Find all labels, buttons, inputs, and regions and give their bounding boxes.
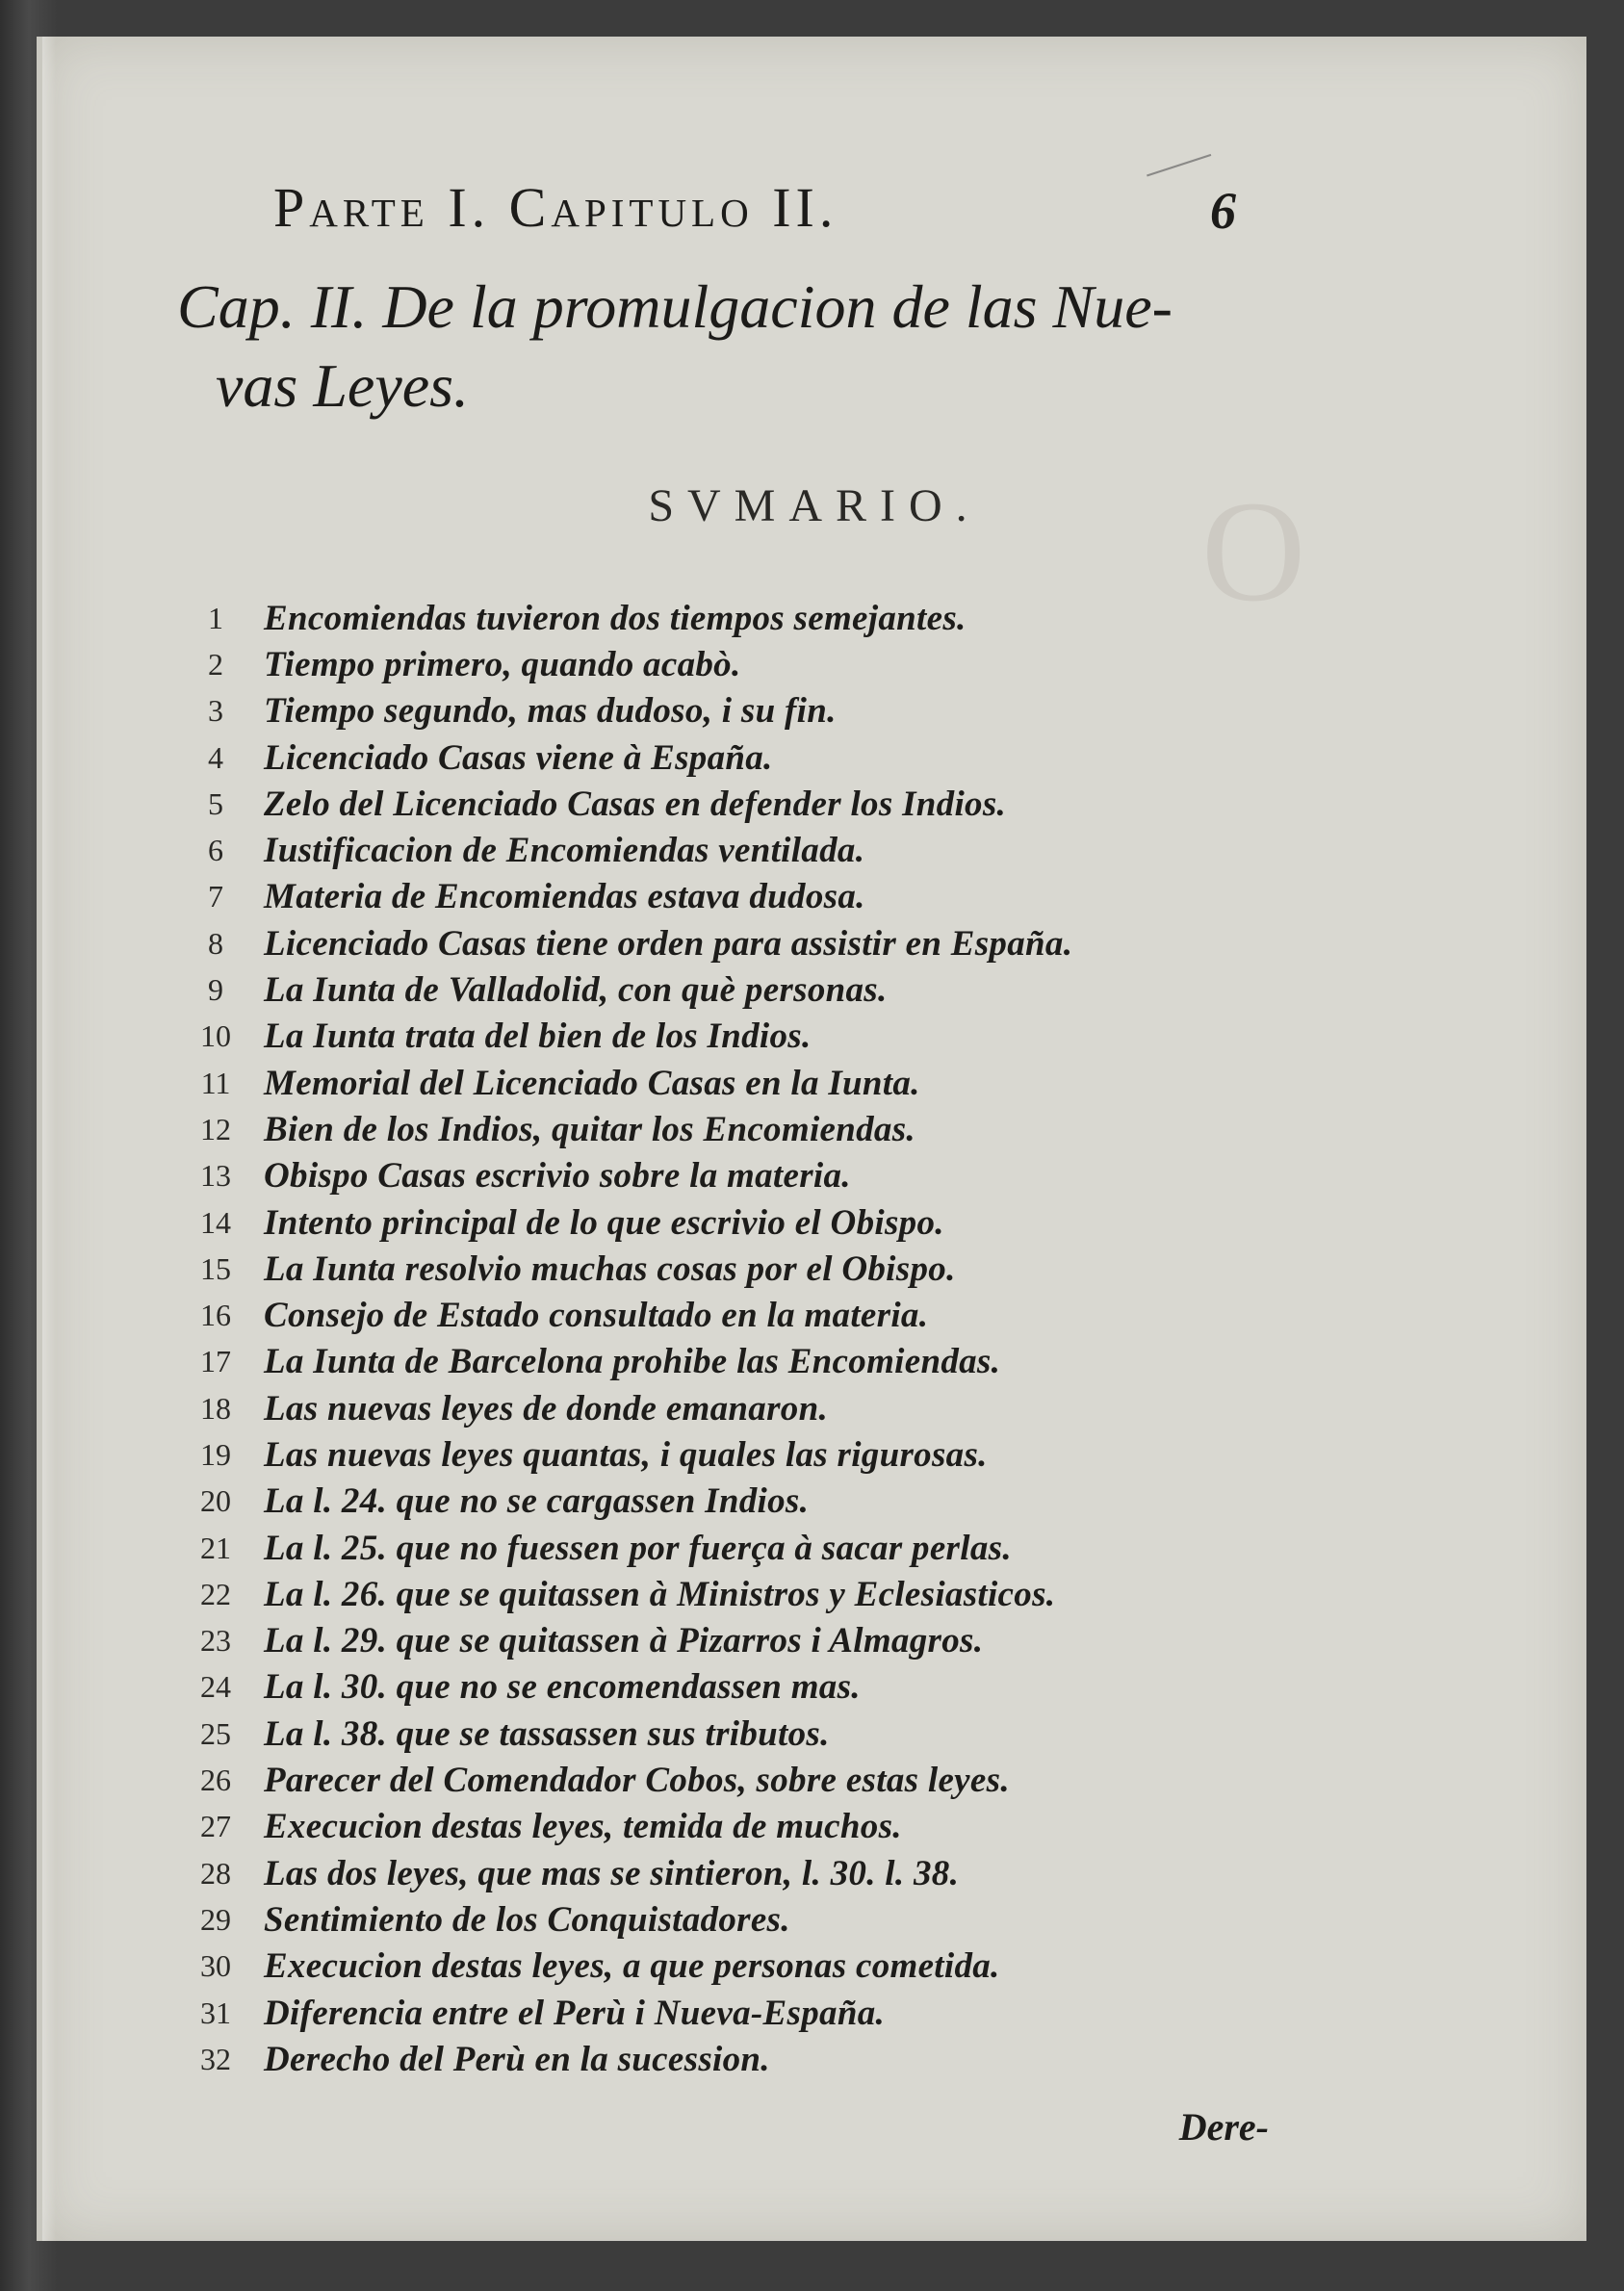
summary-item-number: 3 [208, 693, 223, 729]
summary-item [168, 1850, 1284, 1896]
summary-item [168, 1246, 1284, 1292]
summary-item [168, 1804, 1284, 1850]
summary-list [168, 595, 1284, 2083]
summary-item-number: 16 [200, 1298, 231, 1333]
summary-item [168, 1479, 1284, 1525]
running-title: Parte I. Capitulo II. [273, 176, 838, 239]
summary-item-number: 21 [200, 1530, 231, 1565]
summary-item-number: 22 [200, 1576, 231, 1611]
summary-item-number: 29 [200, 1901, 231, 1937]
summary-item-text: La l. 38. que se tassassen sus tributos. [264, 1713, 830, 1754]
summary-item-text: La Iunta resolvio muchas cosas por el Obispo. [264, 1248, 956, 1289]
summary-item-number: 14 [200, 1204, 231, 1240]
summary-item [168, 1431, 1284, 1478]
summary-item-text: Sentimiento de los Conquistadores. [264, 1899, 790, 1940]
summary-item [168, 1990, 1284, 2036]
summary-item-number: 18 [200, 1390, 231, 1426]
summary-item [168, 2036, 1284, 2082]
summary-item-text: Las nuevas leyes quantas, i quales las rigurosas. [264, 1434, 988, 1475]
summary-item-text: Las dos leyes, que mas se sintieron, l. 30. l. 38. [264, 1853, 960, 1893]
summary-item [168, 781, 1284, 827]
summary-item-number: 4 [208, 739, 223, 775]
summary-item [168, 1339, 1284, 1385]
chapter-heading-line-1: Cap. II. De la promulgacion de las Nue- [177, 272, 1173, 341]
summary-item-number: 11 [200, 1065, 231, 1100]
summary-item-text: Memorial del Licenciado Casas en la Iunta. [264, 1063, 920, 1103]
summary-item [168, 1060, 1284, 1106]
summary-item-number: 28 [200, 1855, 231, 1891]
summary-item [168, 1385, 1284, 1431]
chapter-heading-line-2: vas Leyes. [216, 351, 470, 420]
summary-item [168, 1106, 1284, 1152]
summary-item-text: Diferencia entre el Perù i Nueva-España. [264, 1993, 886, 2033]
summary-item-number: 9 [208, 972, 223, 1008]
summary-item-text: Parecer del Comendador Cobos, sobre estas leyes. [264, 1761, 1010, 1801]
summary-item [168, 1664, 1284, 1711]
chapter-heading [177, 268, 1294, 425]
summary-item [168, 1757, 1284, 1803]
summary-item [168, 966, 1284, 1013]
summary-item-text: La l. 29. que se quitassen à Pizarros i Almagros. [264, 1621, 984, 1661]
summary-item [168, 874, 1284, 920]
summary-item-number: 24 [200, 1669, 231, 1705]
summary-item [168, 734, 1284, 781]
summary-item-text: Execucion destas leyes, a que personas cometida. [264, 1946, 1000, 1987]
summary-item-text: Bien de los Indios, quitar los Encomiendas. [264, 1109, 915, 1149]
summary-item [168, 1571, 1284, 1617]
running-head [273, 154, 1255, 260]
summary-item-text: La Iunta trata del bien de los Indios. [264, 1017, 812, 1057]
catchword: Dere- [1178, 2105, 1269, 2149]
summary-item-number: 6 [208, 833, 223, 868]
summary-item-text: Obispo Casas escrivio sobre la materia. [264, 1156, 851, 1197]
summary-item [168, 1618, 1284, 1664]
summary-item [168, 827, 1284, 873]
summary-item-text: La l. 24. que no se cargassen Indios. [264, 1481, 810, 1522]
summary-item-number: 32 [200, 2041, 231, 2076]
page-number: 6 [1210, 182, 1236, 240]
summary-item-number: 26 [200, 1763, 231, 1798]
summary-item-number: 20 [200, 1483, 231, 1519]
summary-item [168, 595, 1284, 641]
summary-item-text: Derecho del Perù en la sucession. [264, 2039, 770, 2079]
summary-item-text: Materia de Encomiendas estava dudosa. [264, 877, 865, 917]
summary-item-number: 31 [200, 1995, 231, 2030]
summary-item-number: 19 [200, 1436, 231, 1472]
summary-item-number: 8 [208, 925, 223, 961]
summary-item [168, 1943, 1284, 1990]
summary-item [168, 1153, 1284, 1199]
summary-item [168, 1896, 1284, 1943]
summary-item-number: 1 [208, 600, 223, 635]
summary-item-text: Licenciado Casas viene à España. [264, 737, 773, 778]
summary-item-number: 5 [208, 785, 223, 821]
summary-item-text: La l. 25. que no fuessen por fuerça à sacar perlas. [264, 1528, 1012, 1568]
summary-item-text: La Iunta de Valladolid, con què personas. [264, 970, 888, 1011]
ink-bleed-through: O [1201, 472, 1306, 631]
summary-item [168, 688, 1284, 734]
summary-item-text: Licenciado Casas tiene orden para assistir en España. [264, 923, 1073, 964]
summary-item [168, 1711, 1284, 1757]
summary-item-number: 12 [200, 1111, 231, 1146]
summary-item-number: 10 [200, 1018, 231, 1054]
sumario-heading: SVMARIO. [648, 480, 981, 531]
summary-item-number: 13 [200, 1158, 231, 1194]
summary-item-text: Iustificacion de Encomiendas ventilada. [264, 831, 865, 871]
folio-ink-mark [1147, 154, 1220, 202]
page-edge-shading [42, 37, 56, 2241]
summary-item-text: Tiempo segundo, mas dudoso, i su fin. [264, 691, 837, 732]
summary-item [168, 920, 1284, 966]
summary-item-number: 30 [200, 1948, 231, 1984]
summary-item [168, 1199, 1284, 1246]
summary-item-number: 17 [200, 1344, 231, 1379]
summary-item-text: Intento principal de lo que escrivio el Obispo. [264, 1202, 944, 1243]
book-page [37, 37, 1586, 2241]
summary-item [168, 1292, 1284, 1338]
summary-item-number: 27 [200, 1809, 231, 1844]
summary-item-text: Las nuevas leyes de donde emanaron. [264, 1388, 829, 1429]
summary-item-text: Encomiendas tuvieron dos tiempos semejantes. [264, 598, 967, 638]
summary-item-number: 25 [200, 1715, 231, 1751]
summary-item-number: 15 [200, 1250, 231, 1286]
summary-item-number: 7 [208, 879, 223, 914]
summary-item-text: La Iunta de Barcelona prohibe las Encomiendas. [264, 1342, 1001, 1382]
summary-item [168, 1525, 1284, 1571]
summary-item-text: La l. 26. que se quitassen à Ministros y Eclesiasticos. [264, 1574, 1056, 1614]
summary-item-text: Execucion destas leyes, temida de muchos. [264, 1807, 902, 1847]
summary-item-text: Tiempo primero, quando acabò. [264, 644, 741, 684]
summary-item-text: La l. 30. que no se encomendassen mas. [264, 1667, 861, 1708]
summary-item-text: Consejo de Estado consultado en la materia. [264, 1296, 929, 1336]
summary-item [168, 641, 1284, 687]
summary-item-text: Zelo del Licenciado Casas en defender los Indios. [264, 784, 1007, 824]
summary-item-number: 2 [208, 646, 223, 682]
summary-item [168, 1014, 1284, 1060]
summary-item-number: 23 [200, 1623, 231, 1659]
